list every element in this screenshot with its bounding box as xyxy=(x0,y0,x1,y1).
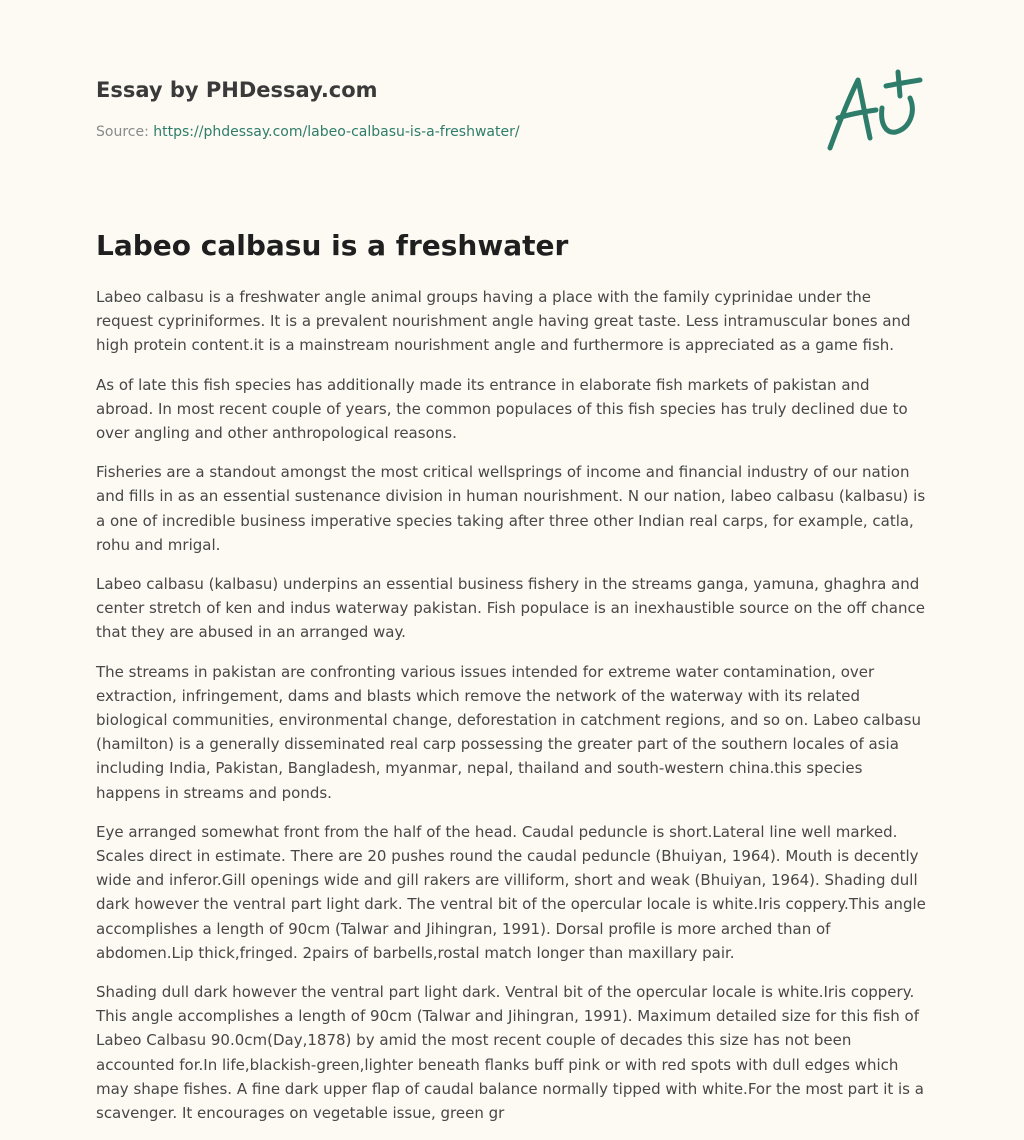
source-link[interactable]: https://phdessay.com/labeo-calbasu-is-a-freshwater/ xyxy=(153,124,520,140)
source-line xyxy=(96,122,928,142)
essay-paragraph: As of late this fish species has additionally made its entrance in elaborate fish markets of pakistan and abroad. In most recent couple of years, the common populaces of this fish species has truly declined due to over angling and other anthropological reasons. xyxy=(96,375,908,443)
essay-paragraph: Fisheries are a standout amongst the most critical wellsprings of income and financial industry of our nation and fills in as an essential sustenance division in human nourishment. N our nation, labeo calbasu (kalbasu) is a one of incredible business imperative species taking after three other Indian real carps, for example, catla, rohu and mrigal. xyxy=(96,463,926,554)
a-plus-logo-icon xyxy=(824,68,928,164)
essay-paragraph: Labeo calbasu is a freshwater angle animal groups having a place with the family cyprinidae under the request cypriniformes. It is a prevalent nourishment angle having great taste. Less intramuscular bones and high protein content.it is a mainstream nourishment angle and furthermore is appreciated as a game fish. xyxy=(96,288,911,355)
essay-title: Labeo calbasu is a freshwater xyxy=(96,229,569,262)
source-label: Source: xyxy=(96,124,154,140)
essay-paragraph: Eye arranged somewhat front from the half of the head. Caudal peduncle is short.Lateral line well marked. Scales direct in estimate. There are 20 pushes round the caudal peduncle (Bhuiyan, 1964). Mouth is decently wide and inferor.Gill openings wide and gill rakers are villiform, short and weak (Bhuiyan, 1964). Shading dull dark however the ventral part light dark. The ventral bit of the opercular locale is white.Iris coppery.This angle accomplishes a length of 90cm (Talwar and Jihingran, 1991). Dorsal profile is more arched than of abdomen.Lip thick,fringed. 2pairs of barbells,rostal match longer than maxillary pair. xyxy=(96,822,926,962)
essay-paragraph: Shading dull dark however the ventral part light dark. Ventral bit of the opercular locale is white.Iris coppery. This angle accomplishes a length of 90cm (Talwar and Jihingran, 1991). Maximum detailed size for this fish of Labeo Calbasu 90.0cm(Day,1878) by amid the most recent couple of decades this size has not been accounted for.In life,blackish-green,lighter beneath flanks buff pink or with red spots with dull edges which may shape fishes. A fine dark upper flap of caudal balance normally tipped with white.For the most part it is a scavenger. It encourages on vegetable issue, green gr xyxy=(96,983,924,1123)
essay-paragraph: The streams in pakistan are confronting various issues intended for extreme water contamination, over extraction, infringement, dams and blasts which remove the network of the waterway with its related biological communities, environmental change, deforestation in catchment regions, and so on. Labeo calbasu (hamilton) is a generally disseminated real carp possessing the greater part of the southern locales of asia including India, Pakistan, Bangladesh, myanmar, nepal, thailand and south-western china.this species happens in streams and ponds. xyxy=(96,662,921,802)
essay-body xyxy=(96,285,931,1140)
essay-paragraph: Labeo calbasu (kalbasu) underpins an essential business fishery in the streams ganga, yamuna, ghaghra and center stretch of ken and indus waterway pakistan. Fish populace is an inexhaustible source on the off chance that they are abused in an arranged way. xyxy=(96,575,925,642)
page-header xyxy=(96,76,928,176)
site-title: Essay by PHDessay.com xyxy=(96,78,378,102)
